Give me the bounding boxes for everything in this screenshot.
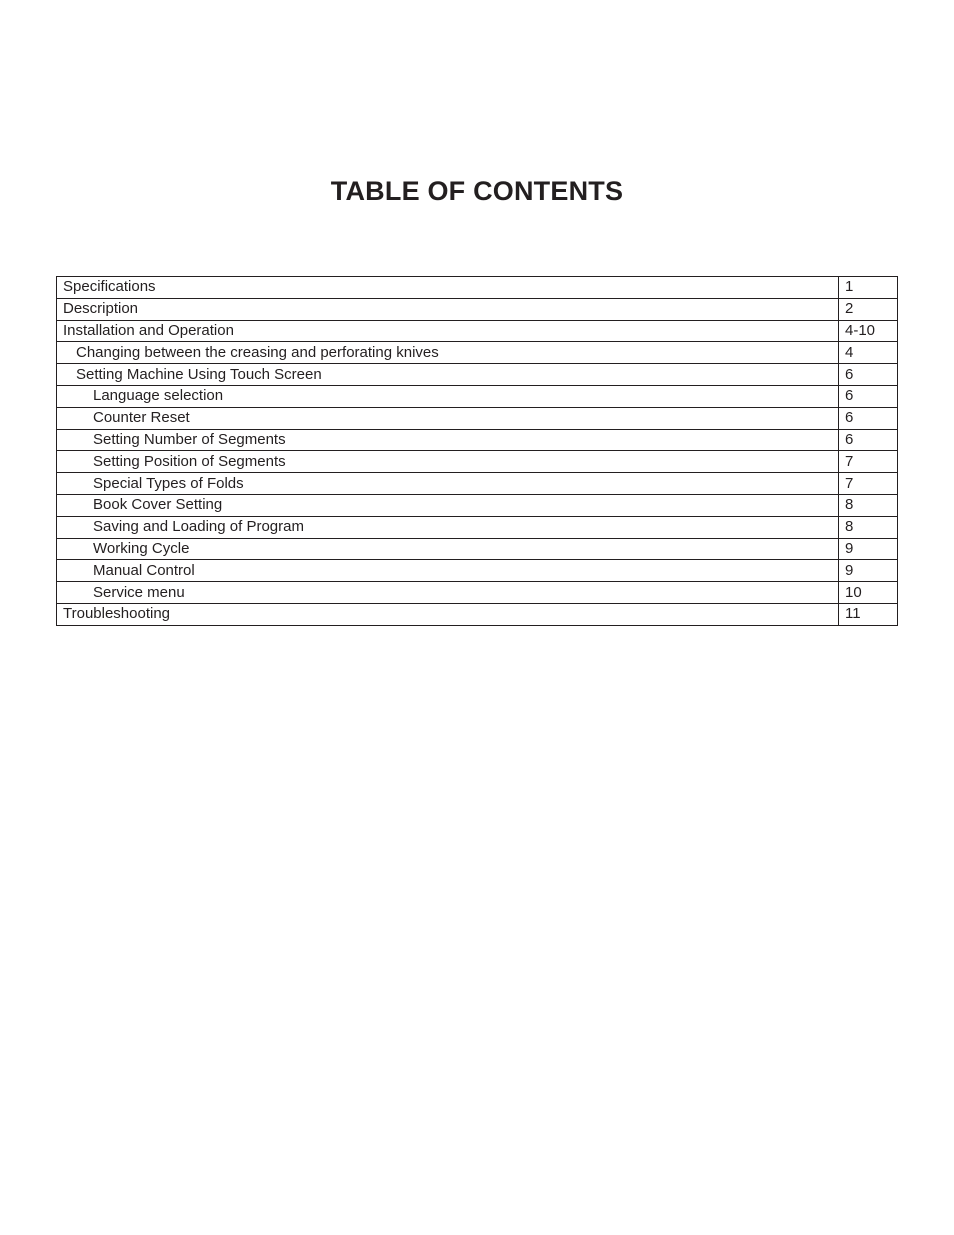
toc-row[interactable] <box>57 582 898 604</box>
toc-row[interactable] <box>57 298 898 320</box>
toc-entry-label: Installation and Operation <box>57 320 839 342</box>
toc-entry-label: Setting Number of Segments <box>57 429 839 451</box>
toc-entry-page: 2 <box>839 298 898 320</box>
page-title: TABLE OF CONTENTS <box>330 176 624 206</box>
toc-row[interactable] <box>57 320 898 342</box>
toc-row[interactable] <box>57 385 898 407</box>
toc-entry-page: 7 <box>839 473 898 495</box>
toc-entry-page: 1 <box>839 277 898 299</box>
toc-entry-page: 8 <box>839 494 898 516</box>
toc-entry-page: 11 <box>839 603 898 625</box>
toc-row[interactable] <box>57 429 898 451</box>
toc-entry-label: Troubleshooting <box>57 603 839 625</box>
toc-entry-label: Description <box>57 298 839 320</box>
toc-row[interactable] <box>57 494 898 516</box>
toc-entry-label: Specifications <box>57 277 839 299</box>
toc-row[interactable] <box>57 516 898 538</box>
toc-entry-page: 7 <box>839 451 898 473</box>
toc-entry-page: 8 <box>839 516 898 538</box>
toc-row[interactable] <box>57 473 898 495</box>
toc-entry-page: 6 <box>839 364 898 386</box>
toc-entry-label: Changing between the creasing and perforating knives <box>57 342 839 364</box>
toc-entry-label: Counter Reset <box>57 407 839 429</box>
toc-entry-label: Setting Position of Segments <box>57 451 839 473</box>
toc-entry-page: 6 <box>839 429 898 451</box>
toc-entry-label: Book Cover Setting <box>57 494 839 516</box>
toc-row[interactable] <box>57 603 898 625</box>
toc-entry-page: 6 <box>839 407 898 429</box>
toc-entry-label: Special Types of Folds <box>57 473 839 495</box>
toc-entry-label: Language selection <box>57 385 839 407</box>
toc-row[interactable] <box>57 538 898 560</box>
toc-row[interactable] <box>57 451 898 473</box>
toc-entry-page: 6 <box>839 385 898 407</box>
toc-row[interactable] <box>57 560 898 582</box>
toc-entry-label: Manual Control <box>57 560 839 582</box>
toc-entry-page: 4-10 <box>839 320 898 342</box>
toc-entry-page: 10 <box>839 582 898 604</box>
toc-entry-label: Setting Machine Using Touch Screen <box>57 364 839 386</box>
toc-row[interactable] <box>57 342 898 364</box>
toc-entry-label: Working Cycle <box>57 538 839 560</box>
toc-row[interactable] <box>57 277 898 299</box>
toc-row[interactable] <box>57 364 898 386</box>
toc-entry-label: Saving and Loading of Program <box>57 516 839 538</box>
toc-entry-label: Service menu <box>57 582 839 604</box>
toc-row[interactable] <box>57 407 898 429</box>
toc-entry-page: 4 <box>839 342 898 364</box>
toc-entry-page: 9 <box>839 538 898 560</box>
table-of-contents <box>56 276 898 626</box>
toc-entry-page: 9 <box>839 560 898 582</box>
